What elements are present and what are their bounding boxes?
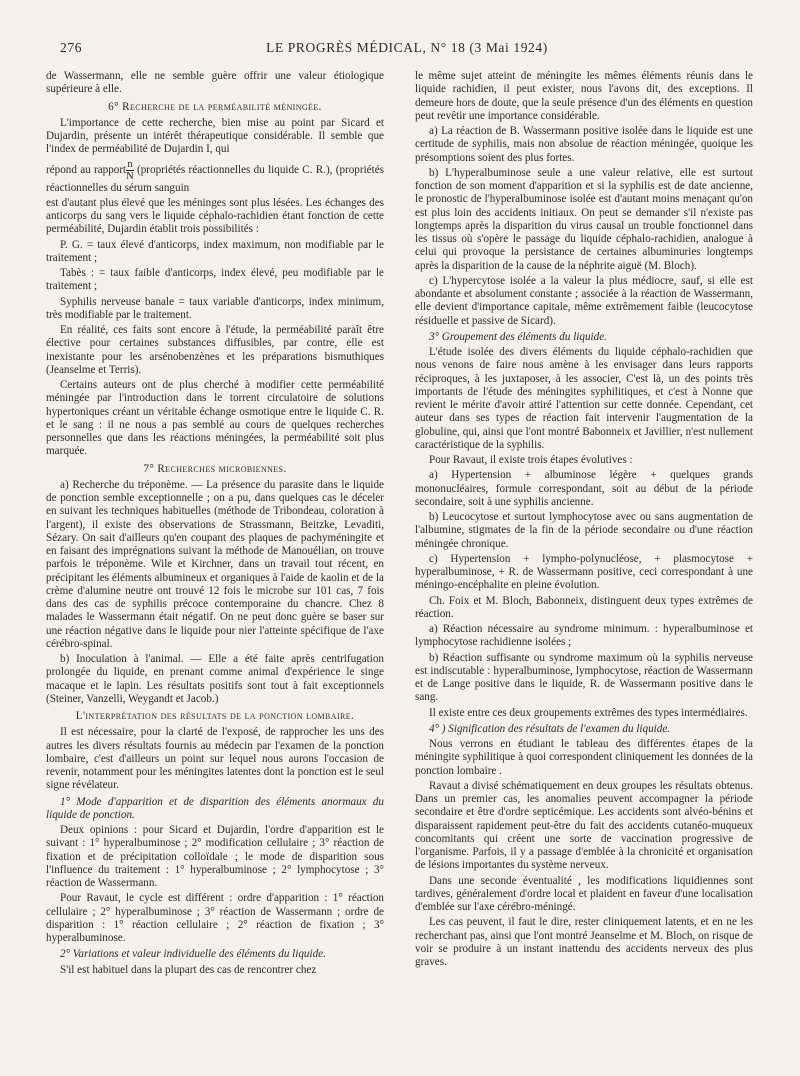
paragraph: Ch. Foix et M. Bloch, Babonneix, distinguent deux types extrêmes de réaction.	[415, 594, 753, 620]
paragraph: Pour Ravaut, il existe trois étapes évolutives :	[429, 454, 633, 466]
paragraph: Syphilis nerveuse banale = taux variable d'anticorps, index minimum, très modifiable par le traitement.	[46, 295, 384, 321]
paragraph: le même sujet atteint de méningite les mêmes éléments réunis dans le liquide rachidien, il peut exister, nous l'avons dit, des exceptions. Il demeure hors de doute, que la seule présence d'un des éléments en question peut revêtir une importance considérable.	[415, 70, 753, 122]
paragraph: Ravaut a divisé schématiquement en deux groupes les résultats obtenus. Dans un premier cas, les anomalies peuvent accompagner la période secondaire et être d'ordre septicémique. Les accidents sont alvéo-bénins et disparaissent rapidement peut-être du fait des accidents cutanéo-muqueux concomitants qui créent une sorte de vaccination progressive de l'organisme. Parfois, il y a passage d'emblée à la chronicité et organisation de lésions importantes du système nerveux.	[415, 779, 753, 872]
page-header	[60, 40, 754, 60]
paragraph: de Wassermann, elle ne semble guère offrir une valeur étiologique supérieure à elle.	[46, 70, 384, 96]
paragraph: est d'autant plus élevé que les méninges sont plus lésées. Les échanges des anticorps du sang vers le liquide céphalo-rachidien étant fonction de cette perméabilité, Dujardin établit trois possibilités :	[46, 196, 384, 236]
section-heading: 2° Variations et valeur individuelle des éléments du liquide.	[60, 948, 326, 961]
paragraph: a) Hypertension + albuminose légère + quelques grands mononucléaires, formule correspondant, soit au début de la période secondaire, soit à une syphilis ancienne.	[415, 469, 753, 508]
paragraph: b) Réaction suffisante ou syndrome maximum où la syphilis nerveuse est indiscutable : hyperalbuminose, lymphocytose, réaction de Wassermann et de Lange positive dans le liquide, R. de Wassermann positive dans le sang.	[415, 651, 753, 704]
paragraph: répond au rapport $\frac{n}{N}$ (propriétés réactionnelles du liquide C. R.), (propriétés réactionnelles du sérum sanguin	[46, 158, 384, 194]
paragraph: Dans une seconde éventualité , les modifications liquidiennes sont tardives, généralement d'ordre local et plaident en faveur d'une localisation d'emblée sur l'axe cérébro-méningé.	[415, 874, 753, 913]
page-number: 276	[60, 40, 83, 55]
paragraph: b) L'hyperalbuminose seule a une valeur relative, elle est surtout fonction de son moment d'apparition et si la syphilis est de date ancienne, le pronostic de l'hyperalbuminose isolée est d'autant moins menaçant qu'on est plus loin des accidents initiaux. On peut se demander s'il n'existe pas longtemps après la disparition du virus causal un trouble fonctionnel dans les tissus où s'opère le passage du liquide céphalo-rachidien, analogue à celui qui provoque la persistance de certaines albuminuries longtemps après la disparition de la cause de la néphrite aiguë (M. Bloch).	[415, 166, 753, 272]
paragraph: Il existe entre ces deux groupements extrêmes des types intermédiaires.	[429, 706, 748, 719]
paragraph: Certains auteurs ont de plus cherché à modifier cette perméabilité méningée par l'introduction dans le torrent circulatoire de solutions hypertoniques créant un véritable échange osmotique entre le liquide C. R. et le sang : il ne nous a pas semblé au cours de quelques recherches personnelles que dans les réactions méningées, la perméabilité soit plus marquée.	[46, 379, 384, 458]
right-column	[415, 70, 753, 971]
paragraph: Pour Ravaut, le cycle est différent : ordre d'apparition : 1° réaction cellulaire ; 2° hyperalbuminose ; 3° réaction de Wassermann ; ordre de disparition : 1° réaction cellulaire ; 2° réaction de fixation ; 3° hyperalbuminose.	[46, 892, 384, 944]
paragraph: Nous verrons en étudiant le tableau des différentes étapes de la méningite syphilitique à quoi correspondent cliniquement les données de la ponction lombaire .	[415, 738, 753, 777]
section-heading: 1° Mode d'apparition et de disparition des éléments anormaux du liquide de ponction.	[46, 795, 384, 821]
paragraph: c) L'hypercytose isolée a la valeur la plus médiocre, sauf, si elle est abondante et absolument constante ; associée à la réaction de Wassermann, elle devient d'importance capitale, même extrêmement faible (leucocytose résiduelle et passive de Sicard).	[415, 274, 753, 327]
journal-title: LE PROGRÈS MÉDICAL, N° 18 (3 Mai 1924)	[266, 40, 548, 55]
fraction: $\frac{n}{N}$	[126, 158, 134, 182]
section-heading: 4° ) Signification des résultats de l'examen du liquide.	[429, 722, 671, 735]
section-heading: 3° Groupement des éléments du liquide.	[429, 330, 607, 343]
paragraph: L'étude isolée des divers éléments du liquide céphalo-rachidien que nous venons de faire nous amène à les envisager dans leurs rapports réciproques, à les juxtaposer, à les associer, C'est là, un des points très importants de l'étude des méningites syphilitiques, et c'est à Nonne que revient le mérite d'avoir attiré l'attention sur cette donnée. Cependant, cet auteur dans ses types de réaction fait intervenir l'augmentation de la globuline, qui, ainsi que l'ont montré Babonneix et Javillier, n'est nullement caractéristique de la syphilis.	[415, 346, 753, 451]
section-heading: 7° Recherches microbiennes.	[143, 462, 287, 475]
paragraph: En réalité, ces faits sont encore à l'étude, la perméabilité paraît être élective pour certaines substances diffusibles, par contre, elle est inexistante pour les arsénobenzènes et les préparations bismuthiques (Jeanselme et Terris).	[46, 324, 384, 376]
paragraph: L'importance de cette recherche, bien mise au point par Sicard et Dujardin, présente un intérêt thérapeutique considérable. Il semble que l'index de perméabilité de Dujardin I, qui	[46, 116, 384, 156]
paragraph: Tabès : = taux faible d'anticorps, index élevé, peu modifiable par le traitement ;	[46, 267, 384, 293]
section-heading: 6° Recherche de la perméabilité méningée.	[108, 100, 322, 113]
paragraph: a) La réaction de B. Wassermann positive isolée dans le liquide est une certitude de syphilis, mais non absolue de réaction méningée, quoique les présomptions soient des plus fortes.	[415, 125, 753, 164]
paragraph: b) Leucocytose et surtout lymphocytose avec ou sans augmentation de l'albumine, stigmates de la fin de la période secondaire ou d'une réaction méningée chronique.	[415, 511, 753, 550]
paragraph: P. G. = taux élevé d'anticorps, index maximum, non modifiable par le traitement ;	[46, 238, 384, 264]
paragraph: a) Réaction nécessaire au syndrome minimum. : hyperalbuminose et lymphocytose rachidienne isolées ;	[415, 623, 753, 649]
paragraph: a) Recherche du tréponème. — La présence du parasite dans le liquide de ponction semble exceptionnelle ; on a pu, dans quelques cas le déceler en suivant les techniques habituelles (méthode de Tribondeau, coloration à l'argent), il existe des observations de Strassmann, Beitzke, Levaditi, Sézary. On sait d'ailleurs qu'en coupant des plaques de pachyméningite et en faisant des imprégnations suivant la méthode de Manouélian, on trouve parfois le tréponème. Wile et Kirchner, dans un travail tout récent, en précipitant les éléments albumineux et organiques à l'aide de kaolin et de la crème d'alumine neutre ont trouvé 12 fois le microbe sur 101 cas, 7 fois dans des cas de syphilis précoce contemporaine du chancre. Chez 8 malades le Wassermann était négatif. On ne peut donc guère se baser sur une réaction négative dans le liquide pour nier l'atteinte spécifique de l'axe cérébro-spinal.	[46, 478, 384, 650]
paragraph: S'il est habituel dans la plupart des cas de rencontrer chez	[60, 963, 317, 976]
section-heading: L'interprétation des résultats de la ponction lombaire.	[75, 710, 355, 722]
paragraph: Les cas peuvent, il faut le dire, rester cliniquement latents, et en ne les recherchant pas, ainsi que l'ont montré Jeanselme et M. Bloch, on risque de voir se produire à un instant inattendu des accidents nerveux des plus graves.	[415, 916, 753, 968]
paragraph: c) Hypertension + lympho-polynucléose, + plasmocytose + hyperalbuminose, + R. de Wassermann positive, ceci correspondant à une méningo-encéphalite en pleine évolution.	[415, 552, 753, 592]
paragraph: Deux opinions : pour Sicard et Dujardin, l'ordre d'apparition est le suivant : 1° hyperalbuminose ; 2° modification cellulaire ; 3° réaction de fixation et de précipitation colloïdale ; le mode de disparition sous l'influence du traitement : 1° hyperalbuminose ; 2° lymphocytose ; 3° réaction de Wassermann.	[46, 824, 384, 889]
left-column	[46, 70, 384, 979]
paragraph: Il est nécessaire, pour la clarté de l'exposé, de rapprocher les uns des autres les divers résultats fournis au médecin par l'examen de la ponction lombaire, c'est d'ailleurs un point sur lequel nous aurons l'occasion de revenir, notamment pour les méningites latentes dont la ponction est le seul signe révélateur.	[46, 726, 384, 792]
paragraph: b) Inoculation à l'animal. — Elle a été faite après centrifugation prolongée du liquide, en prenant comme animal d'expérience le singe macaque et le lapin. Les résultats positifs sont tout à fait exceptionnels (Steiner, Vanzelli, Weygandt et Jacob.)	[46, 653, 384, 705]
